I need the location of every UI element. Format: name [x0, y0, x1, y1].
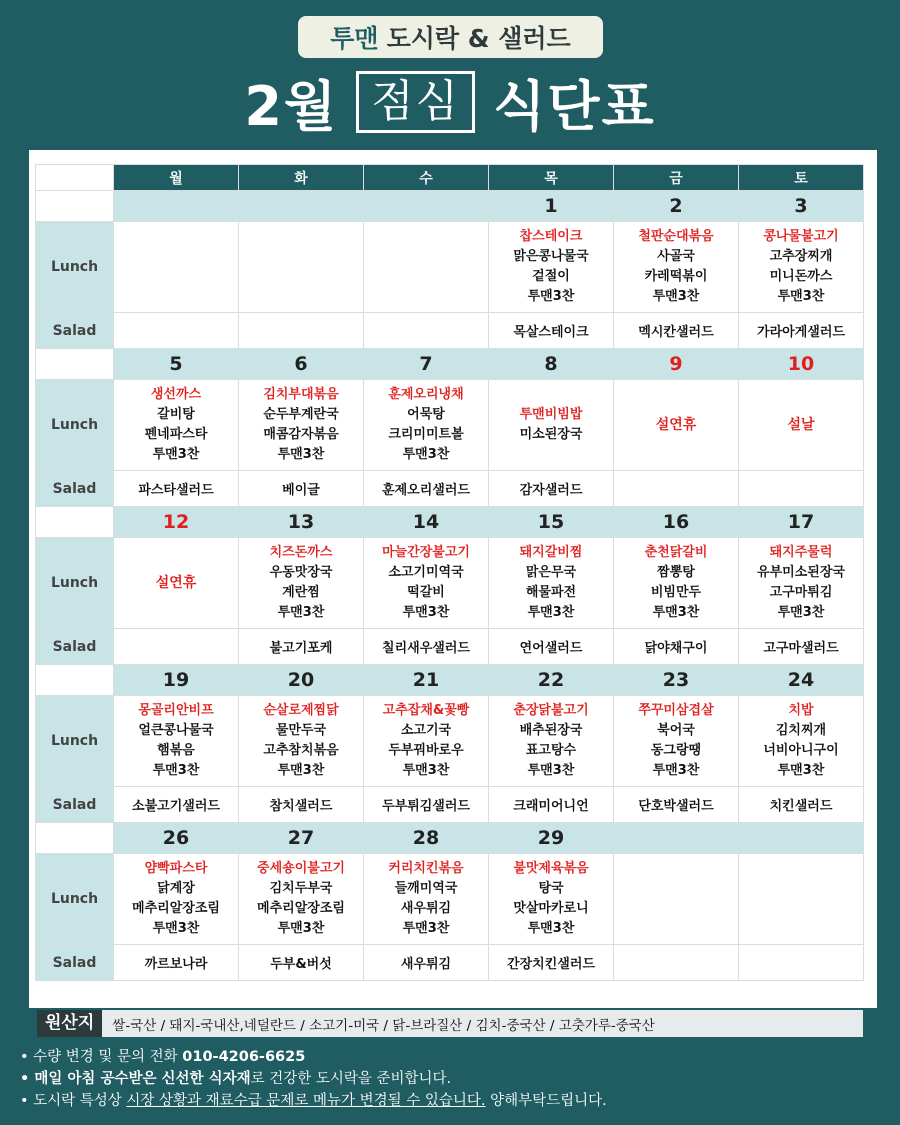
- lunch-cell: [489, 380, 614, 471]
- note-phone: 010-4206-6625: [182, 1049, 306, 1065]
- lunch-cell: [239, 854, 364, 945]
- menu-item: 비빔만두: [650, 585, 702, 600]
- salad-cell: 훈제오리샐러드: [364, 471, 489, 507]
- note-fresh-rest: 로 건강한 도시락을 준비합니다.: [250, 1071, 452, 1087]
- day-header-row: [36, 165, 864, 191]
- salad-cell: [739, 945, 864, 981]
- date-cell: 14: [364, 507, 489, 538]
- date-cell: 22: [489, 665, 614, 696]
- salad-cell: [614, 471, 739, 507]
- date-cell: 6: [239, 349, 364, 380]
- date-cell: 5: [114, 349, 239, 380]
- lunch-row: [36, 538, 864, 629]
- salad-cell: 연어샐러드: [489, 629, 614, 665]
- salad-cell: 간장치킨샐러드: [489, 945, 614, 981]
- lunch-label: Lunch: [36, 538, 114, 629]
- menu-sheet: [29, 150, 877, 1008]
- menu-item: 닭계장: [157, 881, 195, 896]
- lunch-cell: [364, 696, 489, 787]
- lunch-cell: [239, 538, 364, 629]
- salad-row: [36, 787, 864, 823]
- menu-item: 김치두부국: [269, 881, 333, 896]
- salad-cell: 새우튀김: [364, 945, 489, 981]
- menu-item: 고추장찌개: [769, 249, 833, 264]
- menu-item: 배추된장국: [519, 723, 583, 738]
- lunch-cell: [489, 538, 614, 629]
- menu-item: 쭈꾸미삼겹살: [638, 703, 714, 718]
- menu-item: 메추리알장조림: [257, 901, 345, 916]
- salad-label: Salad: [36, 471, 114, 507]
- salad-cell: 닭야채구이: [614, 629, 739, 665]
- menu-item: 고추참치볶음: [263, 743, 339, 758]
- menu-item: 콩나물불고기: [763, 229, 839, 244]
- menu-item: 투맨3찬: [277, 605, 325, 620]
- menu-item: 투맨3찬: [402, 921, 450, 936]
- menu-item: 불맛제육볶음: [513, 861, 589, 876]
- date-cell: 12: [114, 507, 239, 538]
- menu-item: 들깨미역국: [394, 881, 458, 896]
- menu-item: 미니돈까스: [769, 269, 833, 284]
- salad-cell: 두부튀김샐러드: [364, 787, 489, 823]
- note-contact-label: • 수량 변경 및 문의 전화: [20, 1049, 183, 1065]
- menu-item: 투맨3찬: [402, 763, 450, 778]
- menu-item: 투맨3찬: [527, 763, 575, 778]
- menu-item: 겉절이: [532, 269, 570, 284]
- day-header: 수: [364, 165, 489, 191]
- date-row: [36, 823, 864, 854]
- menu-item: 유부미소된장국: [757, 565, 845, 580]
- salad-cell: [364, 313, 489, 349]
- menu-item: 투맨3찬: [652, 763, 700, 778]
- date-cell: [364, 191, 489, 222]
- lunch-cell: [489, 696, 614, 787]
- menu-item: 춘장닭불고기: [513, 703, 589, 718]
- salad-cell: 베이글: [239, 471, 364, 507]
- lunch-cell: [364, 222, 489, 313]
- salad-cell: 크래미어니언: [489, 787, 614, 823]
- menu-item: 투맨3찬: [152, 921, 200, 936]
- date-cell: 13: [239, 507, 364, 538]
- menu-item: 소고기미역국: [388, 565, 464, 580]
- lunch-cell: [364, 854, 489, 945]
- lunch-cell: [739, 696, 864, 787]
- lunch-cell: [614, 696, 739, 787]
- salad-cell: 멕시칸샐러드: [614, 313, 739, 349]
- salad-cell: 치킨샐러드: [739, 787, 864, 823]
- date-cell: [239, 191, 364, 222]
- lunch-label: Lunch: [36, 222, 114, 313]
- salad-cell: 참치샐러드: [239, 787, 364, 823]
- menu-item: 훈제오리냉채: [388, 387, 464, 402]
- menu-item: 사골국: [657, 249, 695, 264]
- menu-item: 투맨3찬: [277, 447, 325, 462]
- date-cell: 3: [739, 191, 864, 222]
- salad-label: Salad: [36, 787, 114, 823]
- menu-item: 짬뽕탕: [657, 565, 695, 580]
- salad-cell: 소불고기샐러드: [114, 787, 239, 823]
- menu-item: 소고기국: [400, 723, 452, 738]
- menu-item: 마늘간장불고기: [382, 545, 470, 560]
- note-change-underlined: 시장 상황과 재료수급 문제로 메뉴가 변경될 수 있습니다.: [126, 1093, 486, 1109]
- date-cell: 16: [614, 507, 739, 538]
- lunch-cell: [739, 854, 864, 945]
- date-cell: 21: [364, 665, 489, 696]
- date-cell: 24: [739, 665, 864, 696]
- lunch-cell: [739, 538, 864, 629]
- date-row: [36, 507, 864, 538]
- date-cell: 9: [614, 349, 739, 380]
- salad-cell: 까르보나라: [114, 945, 239, 981]
- menu-item: 돼지주물럭: [769, 545, 833, 560]
- lunch-cell: [739, 380, 864, 471]
- menu-item: 투맨비빔밥: [519, 407, 583, 422]
- menu-item: 미소된장국: [519, 427, 583, 442]
- menu-item: 너비아니구이: [763, 743, 839, 758]
- lunch-cell: [239, 380, 364, 471]
- menu-item: 돼지갈비찜: [519, 545, 583, 560]
- date-cell: 15: [489, 507, 614, 538]
- lunch-cell: [614, 222, 739, 313]
- date-cell: 26: [114, 823, 239, 854]
- note-fresh-bold: • 매일 아침 공수받은 신선한 식자재: [20, 1071, 251, 1087]
- corner-cell: [36, 507, 114, 538]
- salad-cell: 가라아게샐러드: [739, 313, 864, 349]
- menu-item: 새우튀김: [400, 901, 452, 916]
- lunch-row: [36, 696, 864, 787]
- menu-item: 계란찜: [282, 585, 320, 600]
- menu-item: 투맨3찬: [527, 605, 575, 620]
- lunch-cell: [489, 222, 614, 313]
- page-title: [0, 64, 900, 140]
- menu-item: 펜네파스타: [144, 427, 208, 442]
- menu-item: 춘천닭갈비: [644, 545, 708, 560]
- lunch-cell: [239, 222, 364, 313]
- menu-item: 투맨3찬: [152, 763, 200, 778]
- menu-item: 투맨3찬: [527, 921, 575, 936]
- menu-item: 메추리알장조림: [132, 901, 220, 916]
- lunch-cell: [364, 380, 489, 471]
- lunch-cell: [114, 222, 239, 313]
- salad-label: Salad: [36, 945, 114, 981]
- salad-cell: 불고기포케: [239, 629, 364, 665]
- notes: [20, 1046, 890, 1112]
- corner-cell: [36, 823, 114, 854]
- menu-item: 크리미미트볼: [388, 427, 464, 442]
- lunch-label: Lunch: [36, 854, 114, 945]
- day-header: 화: [239, 165, 364, 191]
- menu-item: 투맨3찬: [652, 289, 700, 304]
- lunch-row: [36, 380, 864, 471]
- brand-badge: [298, 16, 603, 58]
- menu-item: 매콤감자볶음: [263, 427, 339, 442]
- brand-main: 투맨: [330, 24, 379, 53]
- salad-cell: [239, 313, 364, 349]
- lunch-cell: [239, 696, 364, 787]
- salad-row: [36, 945, 864, 981]
- corner-cell: [36, 165, 114, 191]
- menu-item: 얼큰콩나물국: [138, 723, 214, 738]
- menu-item: 설연휴: [155, 575, 197, 591]
- salad-row: [36, 629, 864, 665]
- menu-item: 해물파전: [525, 585, 577, 600]
- day-header: 금: [614, 165, 739, 191]
- origin-label: 원산지: [37, 1010, 102, 1037]
- salad-cell: 감자샐러드: [489, 471, 614, 507]
- menu-item: 순살로제찜닭: [263, 703, 339, 718]
- date-cell: 10: [739, 349, 864, 380]
- menu-item: 치밥: [788, 703, 814, 718]
- note-change-pre: • 도시락 특성상: [20, 1093, 127, 1109]
- salad-row: [36, 471, 864, 507]
- menu-item: 투맨3찬: [277, 921, 325, 936]
- menu-item: 중세숑이불고기: [257, 861, 345, 876]
- salad-cell: [739, 471, 864, 507]
- salad-cell: [114, 629, 239, 665]
- note-contact: [20, 1046, 890, 1068]
- date-row: [36, 349, 864, 380]
- menu-item: 순두부계란국: [263, 407, 339, 422]
- menu-item: 어묵탕: [407, 407, 445, 422]
- date-cell: 1: [489, 191, 614, 222]
- lunch-cell: [114, 538, 239, 629]
- corner-cell: [36, 191, 114, 222]
- menu-item: 물만두국: [275, 723, 327, 738]
- salad-row: [36, 313, 864, 349]
- menu-item: 탕국: [538, 881, 564, 896]
- note-fresh: [20, 1068, 890, 1090]
- menu-item: 철판순대볶음: [638, 229, 714, 244]
- date-cell: 28: [364, 823, 489, 854]
- salad-cell: [614, 945, 739, 981]
- date-row: [36, 665, 864, 696]
- date-cell: 27: [239, 823, 364, 854]
- lunch-row: [36, 222, 864, 313]
- menu-item: 생선까스: [150, 387, 202, 402]
- date-cell: 23: [614, 665, 739, 696]
- menu-item: 고추잡채&꽃빵: [382, 703, 470, 718]
- menu-item: 맛살마카로니: [513, 901, 589, 916]
- note-change: [20, 1090, 890, 1112]
- menu-item: 고구마튀김: [769, 585, 833, 600]
- lunch-cell: [114, 380, 239, 471]
- menu-item: 떡갈비: [407, 585, 445, 600]
- salad-cell: 단호박샐러드: [614, 787, 739, 823]
- menu-item: 맑은무국: [525, 565, 577, 580]
- date-cell: 8: [489, 349, 614, 380]
- lunch-cell: [614, 538, 739, 629]
- menu-item: 표고탕수: [525, 743, 577, 758]
- lunch-row: [36, 854, 864, 945]
- lunch-cell: [614, 380, 739, 471]
- lunch-cell: [114, 854, 239, 945]
- menu-item: 투맨3찬: [402, 447, 450, 462]
- menu-item: 설날: [787, 417, 815, 433]
- menu-item: 투맨3찬: [277, 763, 325, 778]
- menu-item: 얌빡파스타: [144, 861, 208, 876]
- menu-item: 김치찌개: [775, 723, 827, 738]
- menu-item: 카레떡볶이: [644, 269, 708, 284]
- date-cell: 2: [614, 191, 739, 222]
- brand-sub: 도시락 & 샐러드: [386, 24, 571, 53]
- date-cell: [114, 191, 239, 222]
- title-boxed: 점심: [356, 71, 475, 133]
- menu-item: 투맨3찬: [652, 605, 700, 620]
- menu-item: 투맨3찬: [777, 605, 825, 620]
- corner-cell: [36, 665, 114, 696]
- note-change-post: 양해부탁드립니다.: [485, 1093, 607, 1109]
- salad-cell: 고구마샐러드: [739, 629, 864, 665]
- menu-item: 투맨3찬: [527, 289, 575, 304]
- menu-item: 설연휴: [655, 417, 697, 433]
- salad-cell: [114, 313, 239, 349]
- day-header: 토: [739, 165, 864, 191]
- menu-item: 맑은콩나물국: [513, 249, 589, 264]
- salad-label: Salad: [36, 629, 114, 665]
- menu-item: 갈비탕: [157, 407, 195, 422]
- date-cell: 29: [489, 823, 614, 854]
- title-month: 2월: [244, 74, 339, 138]
- lunch-label: Lunch: [36, 696, 114, 787]
- menu-item: 투맨3찬: [777, 763, 825, 778]
- menu-item: 커리치킨볶음: [388, 861, 464, 876]
- date-cell: 7: [364, 349, 489, 380]
- title-rest: 식단표: [493, 74, 656, 138]
- menu-calendar: [35, 164, 864, 981]
- corner-cell: [36, 349, 114, 380]
- menu-item: 몽골리안비프: [138, 703, 214, 718]
- menu-item: 투맨3찬: [152, 447, 200, 462]
- menu-item: 동그랑땡: [650, 743, 702, 758]
- salad-cell: 두부&버섯: [239, 945, 364, 981]
- menu-item: 우동맛장국: [269, 565, 333, 580]
- salad-cell: 목살스테이크: [489, 313, 614, 349]
- salad-cell: 칠리새우샐러드: [364, 629, 489, 665]
- lunch-label: Lunch: [36, 380, 114, 471]
- date-cell: [614, 823, 739, 854]
- lunch-cell: [114, 696, 239, 787]
- lunch-cell: [739, 222, 864, 313]
- salad-cell: 파스타샐러드: [114, 471, 239, 507]
- date-cell: [739, 823, 864, 854]
- origin-text: 쌀-국산 / 돼지-국내산,네덜란드 / 소고기-미국 / 닭-브라질산 / 김치-중국산 / 고춧가루-중국산: [112, 1017, 655, 1034]
- date-cell: 19: [114, 665, 239, 696]
- menu-item: 투맨3찬: [402, 605, 450, 620]
- date-cell: 17: [739, 507, 864, 538]
- date-cell: 20: [239, 665, 364, 696]
- lunch-cell: [364, 538, 489, 629]
- origin-bar: [37, 1010, 863, 1037]
- menu-item: 찹스테이크: [519, 229, 583, 244]
- date-row: [36, 191, 864, 222]
- lunch-cell: [489, 854, 614, 945]
- menu-item: 투맨3찬: [777, 289, 825, 304]
- day-header: 월: [114, 165, 239, 191]
- day-header: 목: [489, 165, 614, 191]
- menu-item: 치즈돈까스: [269, 545, 333, 560]
- menu-item: 북어국: [657, 723, 695, 738]
- salad-label: Salad: [36, 313, 114, 349]
- menu-item: 두부꿔바로우: [388, 743, 464, 758]
- menu-item: 김치부대볶음: [263, 387, 339, 402]
- menu-item: 햄볶음: [157, 743, 195, 758]
- lunch-cell: [614, 854, 739, 945]
